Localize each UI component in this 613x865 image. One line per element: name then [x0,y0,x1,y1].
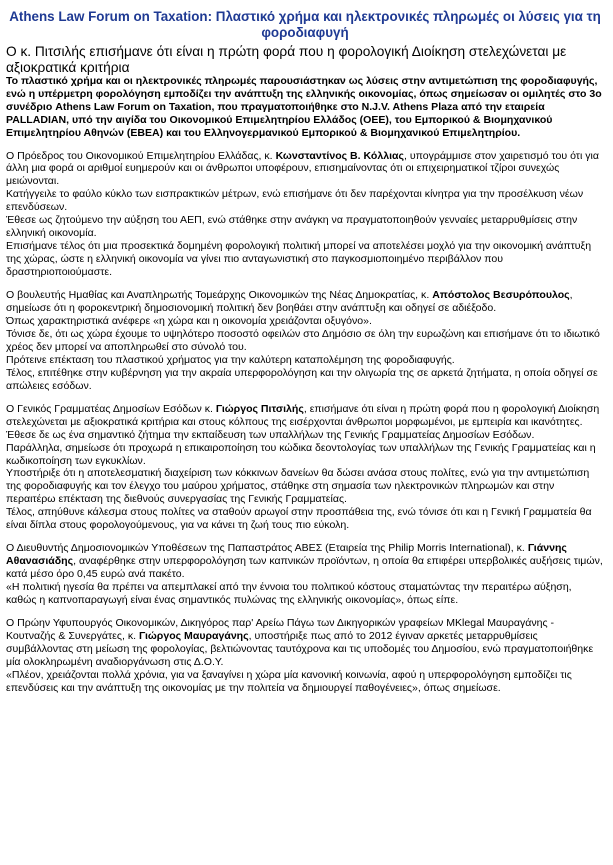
paragraph-line: Έθεσε ως ζητούμενο την αύξηση του ΑΕΠ, ενώ στάθηκε στην ανάγκη να πραγματοποιηθούν γενναίες μεταρρυθμίσεις στην ελληνική οικονομία. [6,214,578,240]
speaker-name: Κωνσταντίνος Β. Κόλλιας [275,149,404,162]
paragraph-line: Κατήγγειλε το φαύλο κύκλο των εισπρακτικών μέτρων, ενώ επισήμανε ότι δεν παρέχονται κίνητρα για την προσέλκυση νέων επενδύσεων. [6,188,584,214]
speaker-name: Γιώργος Μαυραγάνης [138,629,249,642]
paragraph-kollias [6,150,604,280]
intro-text: Ο Πρόεδρος του Οικονομικού Επιμελητηρίου Ελλάδας, κ. [6,149,276,162]
intro-text: , επισήμανε ότι είναι η πρώτη φορά που η φορολογική Διοίκηση στελεχώνεται με αξιοκρατικά κριτήρια και στους κόλπους της εισέρχονται άνθρωποι μορφωμένοι, με εμπειρία και ικανότητες. [6,402,600,428]
intro-text: , υποστήριξε πως από το 2012 έγιναν αρκετές μεταρρυθμίσεις συμβάλλοντας στη μείωση της φορολογίας, βελτιώνοντας ταυτόχρονα και τις υποδομές του Δημοσίου, ενώ πραγματοποιήθηκε μία ολοκληρωμένη αναδιοργάνωση στις Δ.Ο.Υ. [6,629,594,668]
paragraph-line: «Πλέον, χρειάζονται πολλά χρόνια, για να ξαναγίνει η χώρα μία κανονική κοινωνία, αφού η υπερφορολόγηση εμποδίζει τις επενδύσεις και την ανάπτυξη της οικονομίας με την πολιτεία να δημιουργεί παθογένειες», όπως σημείωσε. [6,668,572,694]
intro-text: , υπογράμμισε στον χαιρετισμό του ότι για άλλη μια φορά οι αριθμοί ευημερούν και οι άνθρωποι υποφέρουν, επισημαίνοντας ότι οι επιχειρηματικοί τζίροι συνεχώς μειώνονται. [6,149,599,188]
paragraph-line: Έθεσε δε ως ένα σημαντικό ζήτημα την εκπαίδευση των υπαλλήλων της Γενικής Γραμματείας Δημοσίων Εσόδων. [6,428,535,441]
paragraph-pitsilis [6,403,604,533]
intro-text: Ο Γενικός Γραμματέας Δημοσίων Εσόδων κ. [6,402,216,415]
paragraph-intro [6,542,604,581]
paragraph-line: Παράλληλα, σημείωσε ότι προχωρά η επικαιροποίηση του κώδικα δεοντολογίας των υπαλλήλων της Γενικής Γραμματείας και η κωδικοποίηση των εγκυκλίων. [6,441,596,467]
paragraph-intro [6,403,604,429]
speaker-name: Γιώργος Πιτσιλής [215,402,304,415]
paragraph-line: Τόνισε δε, ότι ως χώρα έχουμε το υψηλότερο ποσοστό οφειλών στο Δημόσιο σε όλη την ευρωζώνη και επισήμανε ότι το ιδιωτικό χρέος δεν μπορεί να αποπληρωθεί στο σύνολό του. [6,327,600,353]
intro-text: Ο βουλευτής Ημαθίας και Αναπληρωτής Τομεάρχης Οικονομικών της Νέας Δημοκρατίας, κ. [6,289,433,302]
speaker-name: Απόστολος Βεσυρόπουλος [432,289,570,302]
paragraph-intro [6,617,604,669]
article [6,4,604,695]
paragraph-line: Επισήμανε τέλος ότι μια προσεκτικά δομημένη φορολογική πολιτική μπορεί να αποτελέσει μοχλό για την οικονομική ανάπτυξη της χώρας, ώστε η ελληνική οικονομία να γίνει πιο ανταγωνιστική στο παγκοσμιοποιημένο περιβάλλον που δραστηριοποιούμαστε. [6,240,592,279]
paragraph-line: Τέλος, απηύθυνε κάλεσμα στους πολίτες να σταθούν αρωγοί στην προσπάθεια της, ενώ τόνισε ότι και η Γενική Γραμματεία θα είναι δίπλα στους φορολογούμενους, για να κάνει τη ζωή τους πιο εύκολη. [6,506,592,532]
paragraph-mavraganis [6,617,604,695]
article-headline: Athens Law Forum on Taxation: Πλαστικό χρήμα και ηλεκτρονικές πληρωμές οι λύσεις για τη φοροδιαφυγή [9,9,601,40]
paragraph-line: «Η πολιτική ηγεσία θα πρέπει να απεμπλακεί από την έννοια του πολιτικού κόστους σταματώντας την περαιτέρω αύξηση, καθώς η καπνοπαραγωγή είναι ένας σημαντικός πυλώνας της ελληνικής οικονομίας», όπως είπε. [6,581,572,607]
paragraph-intro [6,150,604,189]
article-lead: Το πλαστικό χρήμα και οι ηλεκτρονικές πληρωμές παρουσιάστηκαν ως λύσεις στην αντιμετώπιση της φοροδιαφυγής, ενώ η υπέρμετρη φορολόγηση εμποδίζει την ανάπτυξη της ελληνικής οικονομίας, όπως σημείωσαν οι ομιλητές στο 3ο συνέδριο Athens Law Forum on Taxation, που πραγματοποιήθηκε στο N.J.V. Athens Plaza από την εταιρεία PALLADIAN, υπό την αιγίδα του Οικονομικού Επιμελητηρίου Ελλάδος (ΟΕΕ), του Εμπορικού & Βιομηχανικού Επιμελητηρίου Αθηνών (ΕΒΕΑ) και του Ελληνογερμανικού Εμπορικού & Βιομηχανικού Επιμελητηρίου. [6,75,602,139]
intro-text: Ο Πρώην Υφυπουργός Οικονομικών, Δικηγόρος παρ' Αρείω Πάγω των Δικηγορικών γραφείων MKlegal Μαυραγάνης - Κουτναζής & Συνεργάτες, κ. [6,616,555,642]
intro-text: , αναφέρθηκε στην υπερφορολόγηση των καπνικών προϊόντων, η οποία θα επιφέρει υπερβολικές αυξήσεις τιμών, κατά μέσο όρο 0,45 ευρώ ανά πακέτο. [6,555,603,581]
article-subtitle: Ο κ. Πιτσιλής επισήμανε ότι είναι η πρώτη φορά που η φορολογική Διοίκηση στελεχώνεται με αξιοκρατικά κριτήρια [6,44,567,75]
paragraph-line: Όπως χαρακτηριστικά ανέφερε «η χώρα και η οικονομία χρειάζονται οξυγόνο». [6,314,372,327]
paragraph-vesyropoulos [6,289,604,393]
paragraph-athanasiadis [6,542,604,607]
intro-text: Ο Διευθυντής Δημοσιονομικών Υποθέσεων της Παπαστράτος ΑΒΕΣ (Εταιρεία της Philip Morris International), κ. [6,542,528,555]
intro-text: , σημείωσε ότι η φοροκεντρική δημοσιονομική πολιτική δεν βοηθάει στην ανάπτυξη και οδηγεί σε αδιέξοδο. [6,289,573,315]
paragraph-line: Υποστήριξε ότι η αποτελεσματική διαχείριση των κόκκινων δανείων θα δώσει ανάσα στους πολίτες, ενώ για την αντιμετώπιση της φοροδιαφυγής και τον έλεγχο του μαύρου χρήματος, στάθηκε στη σημασία των ηλεκτρονικών πληρωμών και στην περαιτέρω επέκταση της διεθνούς συνεργασίας της Γενικής Γραμματείας. [6,467,590,506]
paragraph-line: Τέλος, επιτέθηκε στην κυβέρνηση για την ακραία υπερφορολόγηση και την ολιγωρία της σε αρκετά ζητήματα, η οποία οδηγεί σε απώλειες εσόδων. [6,366,598,392]
paragraph-line: Πρότεινε επέκταση του πλαστικού χρήματος για την καλύτερη καταπολέμηση της φοροδιαφυγής. [6,353,455,366]
speaker-name: Γιάννης Αθανασιάδης [6,542,567,568]
paragraph-intro [6,289,604,315]
